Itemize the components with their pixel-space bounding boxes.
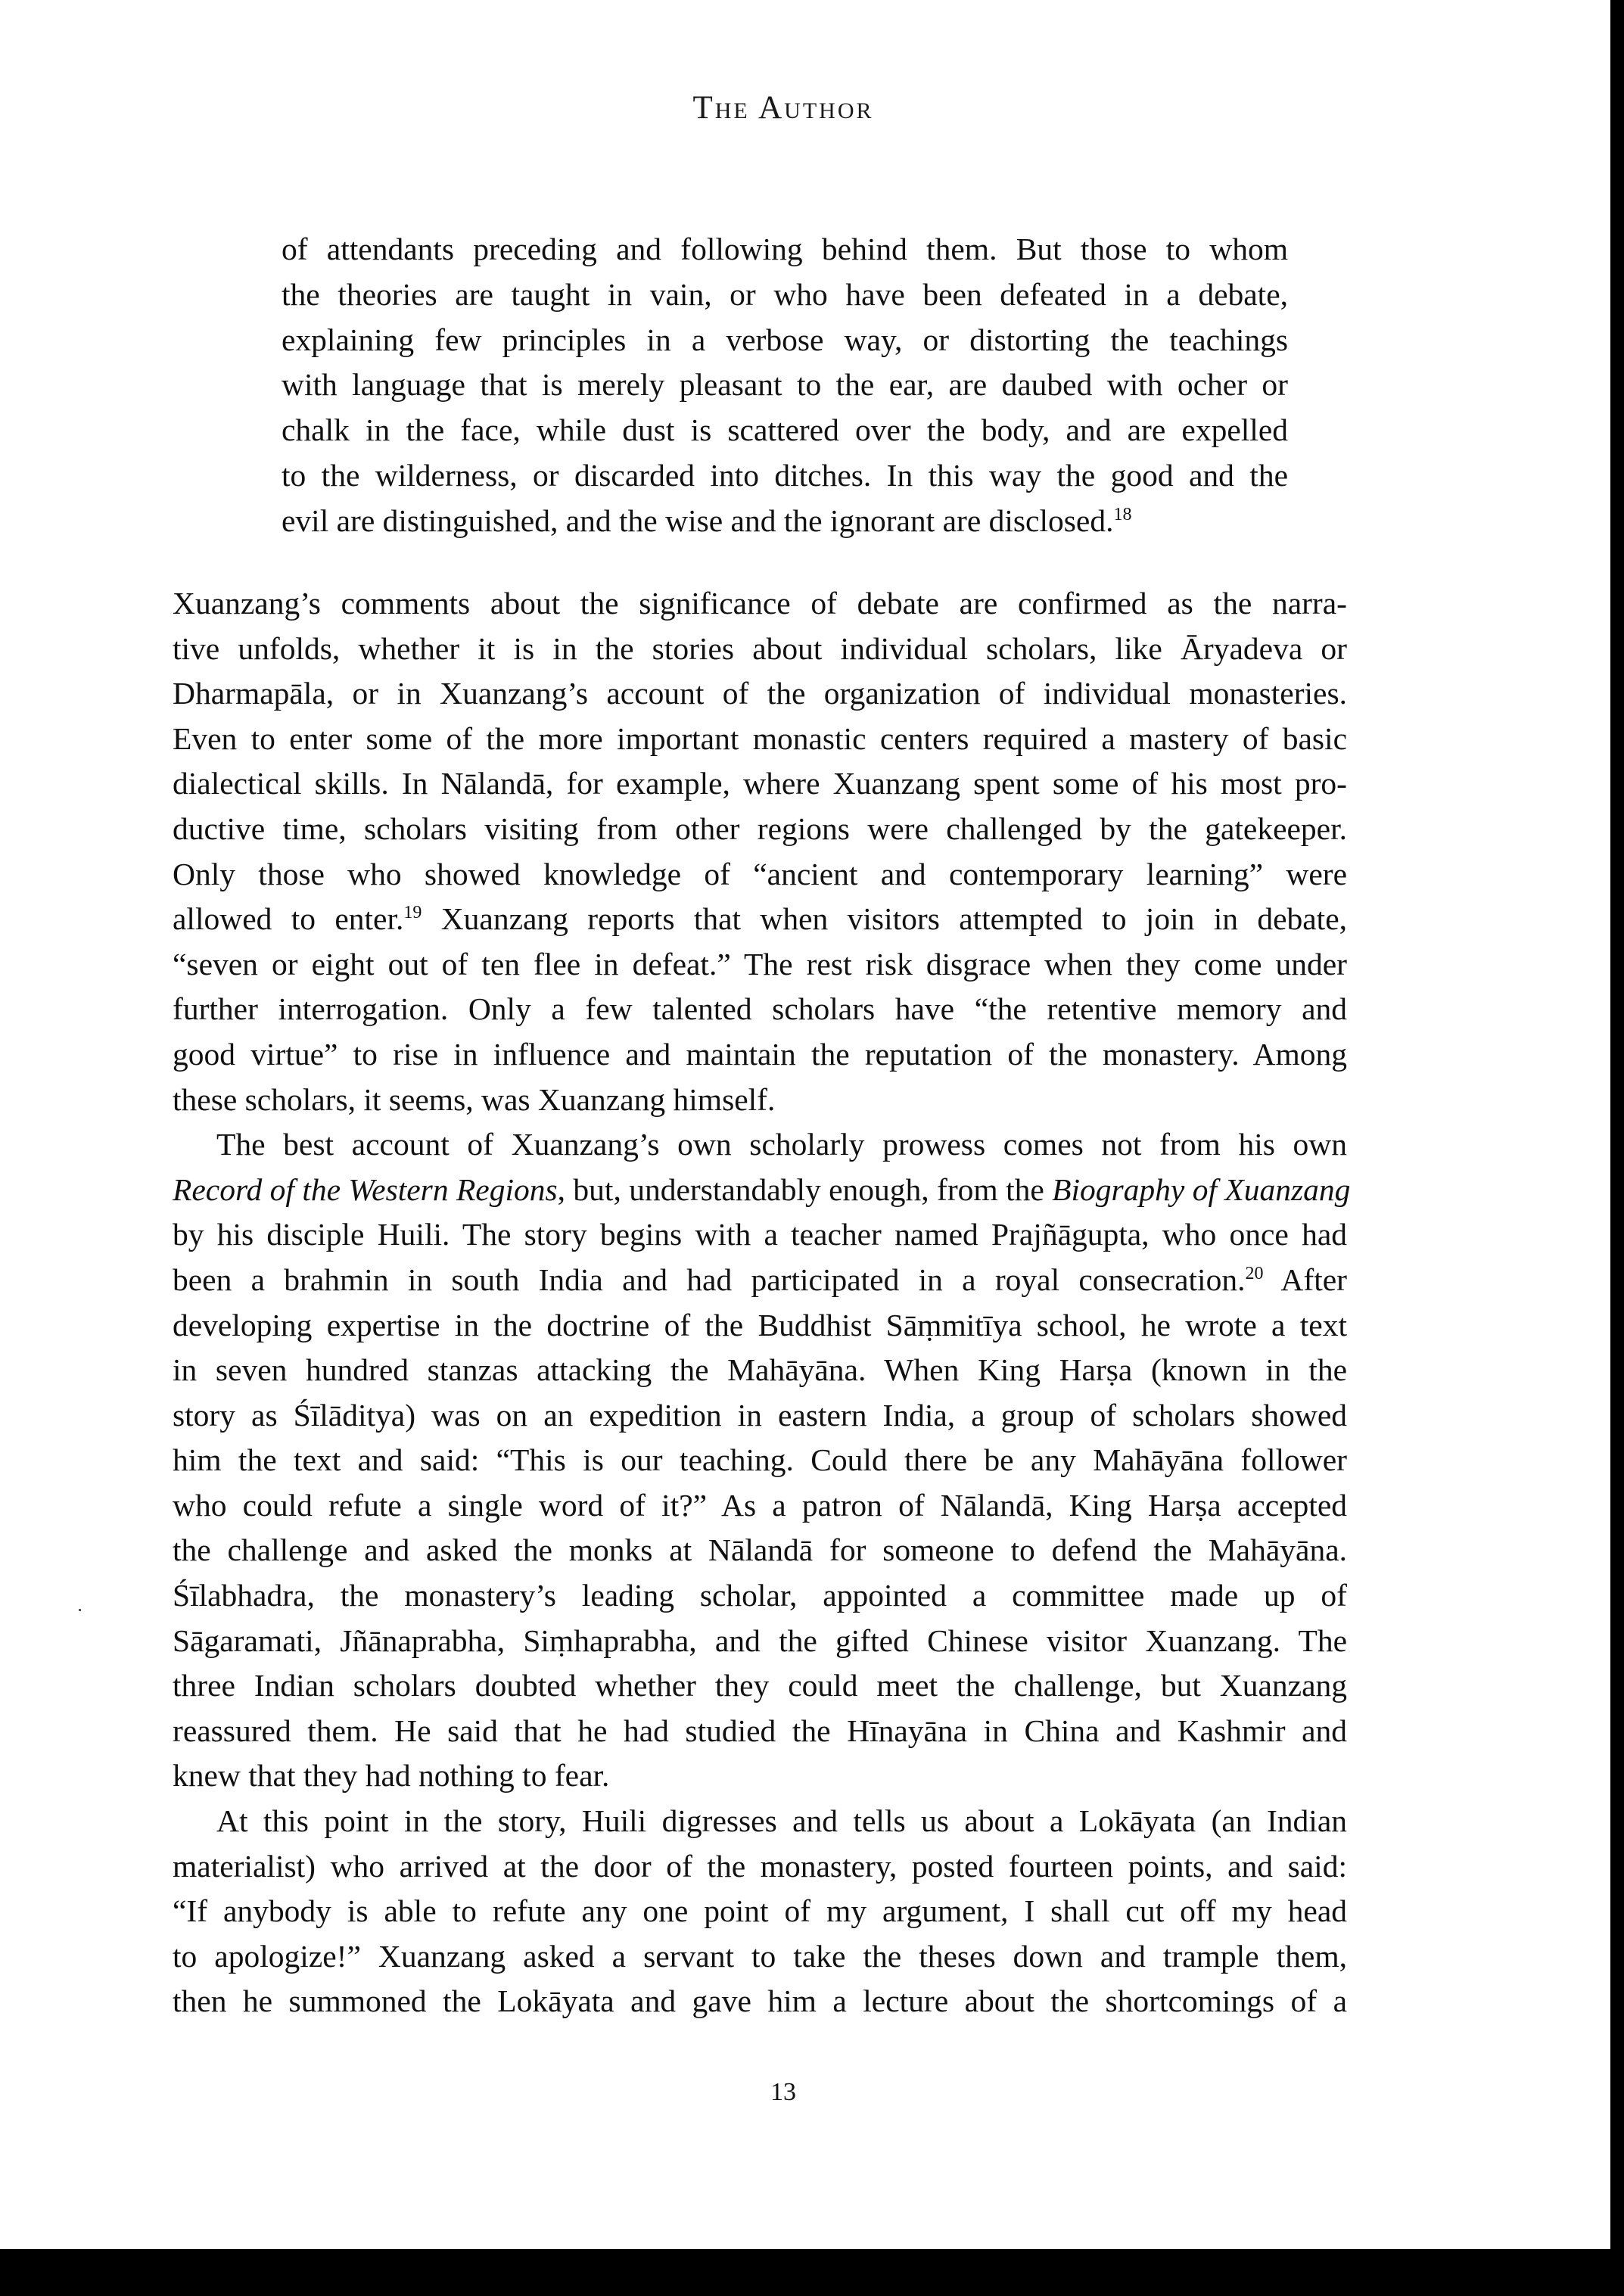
quote-line: chalk in the face, while dust is scattered over the body, and are expelled — [282, 412, 1288, 448]
text-segment: , but, understandably enough, from the — [557, 1171, 1053, 1207]
margin-mark — [79, 1609, 81, 1611]
quote-line: explaining few principles in a verbose way, or distorting the teachings — [282, 322, 1288, 357]
text-segment: After — [1263, 1262, 1347, 1297]
text-line: good virtue” to rise in influence and maintain the reputation of the monastery. Among — [173, 1036, 1347, 1072]
text-line: further interrogation. Only a few talented scholars have “the retentive memory and — [173, 991, 1347, 1027]
paragraph-2 — [173, 1122, 1351, 1799]
text-line: tive unfolds, whether it is in the stories about individual scholars, like Āryadeva or — [173, 630, 1347, 666]
scan-edge-right — [1610, 0, 1624, 2296]
text-line: At this point in the story, Huili digresses and tells us about a Lokāyata (an Indian — [216, 1803, 1347, 1839]
paragraph-3 — [173, 1799, 1347, 2024]
text-line: knew that they had nothing to fear. — [173, 1758, 610, 1794]
quote-line-last — [282, 499, 1288, 544]
text-segment: been a brahmin in south India and had participated in a royal consecration. — [173, 1262, 1246, 1297]
text-line: Śīlabhadra, the monastery’s leading scholar, appointed a committee made up of — [173, 1578, 1347, 1613]
text-line: who could refute a single word of it?” As a patron of Nālandā, King Harṣa accepted — [173, 1487, 1347, 1523]
text-line: “If anybody is able to refute any one point of my argument, I shall cut off my head — [173, 1893, 1347, 1929]
text-line: to apologize!” Xuanzang asked a servant to take the theses down and trample them, — [173, 1938, 1347, 1974]
block-quote — [282, 227, 1288, 544]
text-line: Sāgaramati, Jñānaprabha, Siṃhaprabha, and the gifted Chinese visitor Xuanzang. The — [173, 1622, 1347, 1658]
text-line: Even to enter some of the more important monastic centers required a mastery of basic — [173, 720, 1347, 756]
text-line — [173, 1258, 1347, 1303]
text-line: Only those who showed knowledge of “ancient and contemporary learning” were — [173, 856, 1347, 891]
text-line — [173, 1168, 1351, 1213]
quote-line: of attendants preceding and following behind them. But those to whom — [282, 232, 1288, 266]
text-segment: Xuanzang reports that when visitors attempted to join in debate, — [422, 901, 1347, 937]
text-line: the challenge and asked the monks at Nālandā for someone to defend the Mahāyāna. — [173, 1532, 1347, 1568]
footnote-ref: 20 — [1245, 1264, 1264, 1284]
running-head: The Author — [692, 90, 874, 126]
paragraph-1 — [173, 581, 1347, 1122]
footnote-ref: 18 — [1113, 504, 1132, 524]
text-line: “seven or eight out of ten flee in defeat.” The rest risk disgrace when they come under — [173, 946, 1347, 982]
quote-text: evil are distinguished, and the wise and the ignorant are disclosed. — [282, 502, 1114, 538]
text-line: these scholars, it seems, was Xuanzang himself. — [173, 1081, 776, 1117]
text-line: dialectical skills. In Nālandā, for example, where Xuanzang spent some of his most pro- — [173, 766, 1347, 801]
text-line: Dharmapāla, or in Xuanzang’s account of the organization of individual monasteries. — [173, 676, 1347, 711]
body-text — [173, 581, 1351, 2024]
quote-line: to the wilderness, or discarded into ditches. In this way the good and the — [282, 457, 1288, 493]
text-line: materialist) who arrived at the door of the monastery, posted fourteen points, and said: — [173, 1848, 1347, 1884]
quote-line: the theories are taught in vain, or who have been defeated in a debate, — [282, 276, 1288, 312]
text-line: three Indian scholars doubted whether they could meet the challenge, but Xuanzang — [173, 1668, 1347, 1703]
text-line: developing expertise in the doctrine of the Buddhist Sāṃmitīya school, he wrote a text — [173, 1307, 1347, 1342]
text-line: ductive time, scholars visiting from other regions were challenged by the gatekeeper. — [173, 810, 1347, 846]
book-title: Biography of Xuanzang — [1052, 1171, 1351, 1207]
scan-edge-bottom — [0, 2249, 1624, 2296]
text-line: then he summoned the Lokāyata and gave him a lecture about the shortcomings of a — [173, 1983, 1347, 2019]
text-line: reassured them. He said that he had studied the Hīnayāna in China and Kashmir and — [173, 1713, 1347, 1748]
text-line: in seven hundred stanzas attacking the Mahāyāna. When King Harṣa (known in the — [173, 1352, 1347, 1388]
text-line — [173, 897, 1347, 942]
text-line: story as Śīlāditya) was on an expedition in eastern India, a group of scholars showed — [173, 1397, 1347, 1433]
page-number: 13 — [770, 2078, 796, 2106]
footnote-ref: 19 — [403, 903, 422, 923]
book-title: Record of the Western Regions — [173, 1171, 558, 1207]
text-line: by his disciple Huili. The story begins with a teacher named Prajñāgupta, who once had — [173, 1217, 1347, 1252]
text-line: The best account of Xuanzang’s own scholarly prowess comes not from his own — [216, 1127, 1347, 1162]
quote-line: with language that is merely pleasant to the ear, are daubed with ocher or — [282, 367, 1288, 403]
text-line: Xuanzang’s comments about the significance of debate are confirmed as the narra- — [173, 586, 1347, 621]
text-line: him the text and said: “This is our teaching. Could there be any Mahāyāna follower — [173, 1442, 1347, 1478]
text-segment: allowed to enter. — [173, 901, 404, 937]
